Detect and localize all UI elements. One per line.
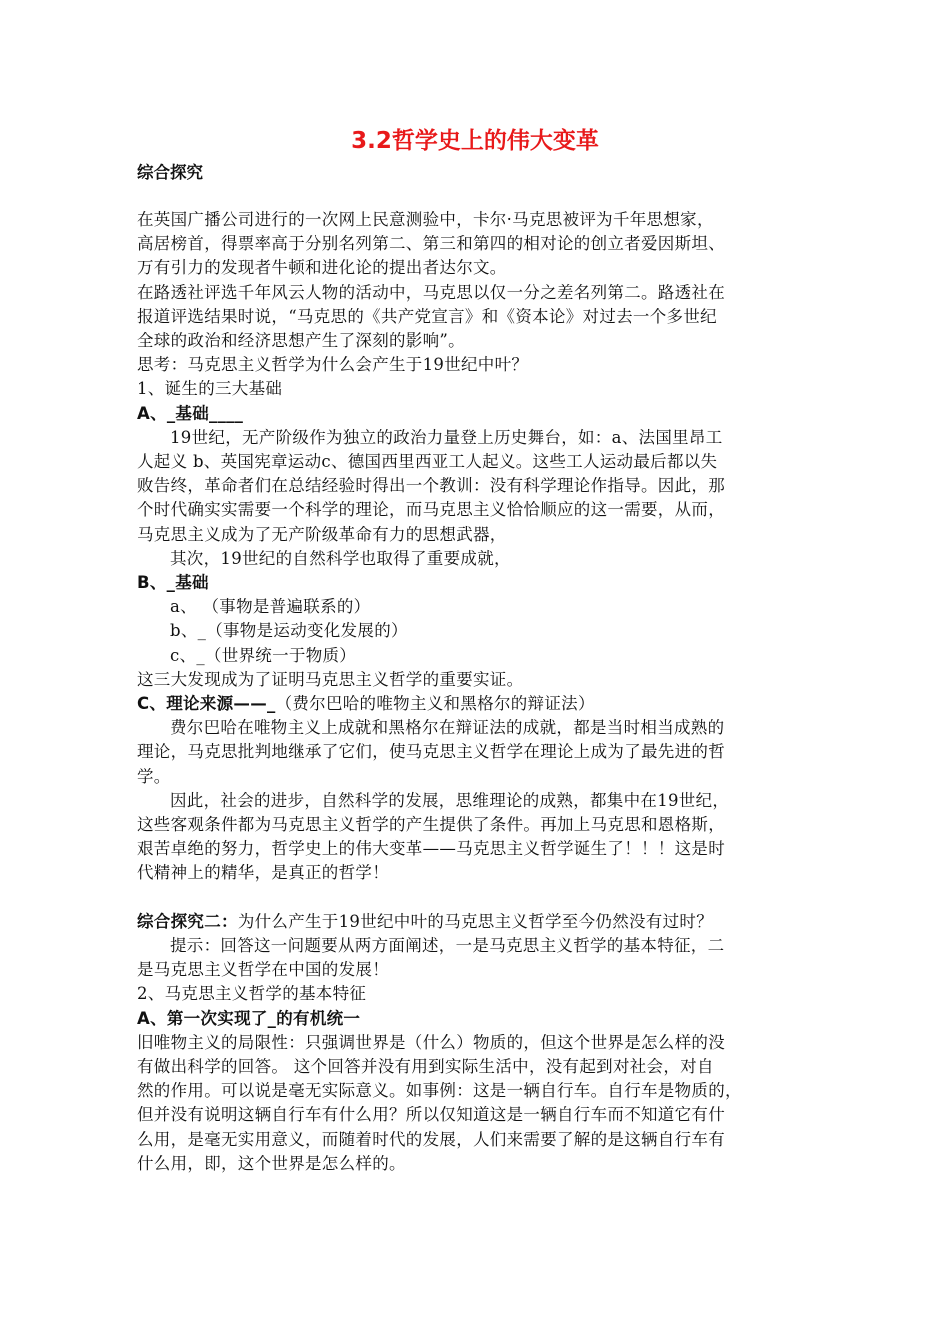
text-line: 败告终，革命者们在总结经验时得出一个教训：没有科学理论作指导。因此，那 [137, 476, 725, 496]
heading-c-label: C、理论来源——_ [137, 694, 276, 714]
item-basic-features: 2、马克思主义哲学的基本特征 [137, 984, 367, 1004]
text-line: 有做出科学的回答。 这个回答并没有用到实际生活中，没有起到对社会，对自 [137, 1056, 714, 1076]
text-line: 学。 [137, 766, 171, 786]
text-line: 是马克思主义哲学在中国的发展！ [137, 960, 389, 980]
text-line: 什么用，即，这个世界是怎么样的。 [137, 1153, 406, 1173]
text-line: 人起义 b、英国宪章运动c、德国西里西亚工人起义。这些工人运动最后都以失 [137, 452, 718, 472]
heading-a-foundation: A、_基础____ [137, 403, 244, 423]
text-line: 费尔巴哈在唯物主义上成就和黑格尔在辩证法的成就，都是当时相当成熟的 [170, 718, 725, 738]
text-line: 19世纪，无产阶级作为独立的政治力量登上历史舞台，如：a、法国里昂工 [170, 427, 723, 447]
paragraph-hint [137, 934, 817, 982]
text-line: 全球的政治和经济思想产生了深刻的影响”。 [137, 331, 465, 351]
heading-c-detail: （费尔巴哈的唯物主义和黑格尔的辩证法） [275, 694, 595, 714]
paragraph-a-foundation [137, 426, 817, 571]
list-item: b、_（事物是运动变化发展的） [170, 621, 408, 641]
section-two-question: 为什么产生于19世纪中叶的马克思主义哲学至今仍然没有过时？ [237, 911, 714, 931]
document-body [137, 160, 817, 1176]
paragraph-c-theory [137, 716, 817, 789]
text-line: 在路透社评选千年风云人物的活动中，马克思以仅一分之差名列第二。路透社在 [137, 282, 725, 302]
text-line: 么用，是毫无实用意义，而随着时代的发展，人们来需要了解的是这辆自行车有 [137, 1129, 725, 1149]
paragraph-reuters [137, 281, 817, 354]
text-line: 但并没有说明这辆自行车有什么用？所以仅知道这是一辆自行车而不知道它有什 [137, 1105, 725, 1125]
text-line: 然的作用。可以说是毫无实际意义。如事例：这是一辆自行车。自行车是物质的， [137, 1081, 742, 1101]
list-item: a、 （事物是普遍联系的） [170, 597, 371, 617]
text-line: 因此，社会的进步，自然科学的发展，思维理论的成熟，都集中在19世纪， [170, 790, 730, 810]
text-line: 个时代确实实需要一个科学的理论，而马克思主义恰恰顺应的这一需要，从而， [137, 500, 725, 520]
think-question: 思考：马克思主义哲学为什么会产生于19世纪中叶？ [137, 355, 529, 375]
section-two-label: 综合探究二： [137, 911, 238, 931]
heading-c-theory-source [137, 692, 817, 716]
heading-a2-unity: A、第一次实现了_的有机统一 [137, 1008, 361, 1028]
text-line: 在英国广播公司进行的一次网上民意测验中，卡尔·马克思被评为千年思想家， [137, 210, 714, 229]
text-line: 旧唯物主义的局限性：只强调世界是（什么）物质的，但这个世界是怎么样的没 [137, 1032, 725, 1052]
text-line: 马克思主义成为了无产阶级革命有力的思想武器， [137, 524, 507, 544]
section-two-heading [137, 910, 817, 934]
text-line: 高居榜首，得票率高于分别名列第二、第三和第四的相对论的创立者爱因斯坦、 [137, 234, 725, 254]
document-title: 3.2哲学史上的伟大变革 [351, 128, 599, 154]
text-line: 代精神上的精华，是真正的哲学！ [137, 863, 389, 883]
text-line: 这些客观条件都为马克思主义哲学的产生提供了条件。再加上马克思和恩格斯， [137, 815, 725, 835]
b-summary: 这三大发现成为了证明马克思主义哲学的重要实证。 [137, 669, 524, 689]
list-b-discoveries [137, 595, 817, 668]
text-line: 万有引力的发现者牛顿和进化论的提出者达尔文。 [137, 258, 507, 278]
paragraph-conclusion [137, 789, 817, 886]
paragraph-bbc-poll [137, 208, 817, 281]
text-line: 报道评选结果时说，“马克思的《共产党宣言》和《资本论》对过去一个多世纪 [137, 306, 717, 326]
paragraph-old-materialism [137, 1031, 817, 1176]
text-line: 艰苦卓绝的努力，哲学史上的伟大变革——马克思主义哲学诞生了！！！这是时 [137, 839, 725, 859]
section-heading-inquiry: 综合探究 [137, 163, 203, 182]
text-line: 提示：回答这一问题要从两方面阐述，一是马克思主义哲学的基本特征，二 [170, 935, 725, 955]
text-line: 其次，19世纪的自然科学也取得了重要成就， [170, 548, 511, 568]
heading-b-foundation: B、_基础 [137, 573, 209, 593]
item-three-foundations: 1、诞生的三大基础 [137, 379, 283, 399]
text-line: 理论，马克思批判地继承了它们，使马克思主义哲学在理论上成为了最先进的哲 [137, 742, 725, 762]
list-item: c、_（世界统一于物质） [170, 645, 357, 665]
